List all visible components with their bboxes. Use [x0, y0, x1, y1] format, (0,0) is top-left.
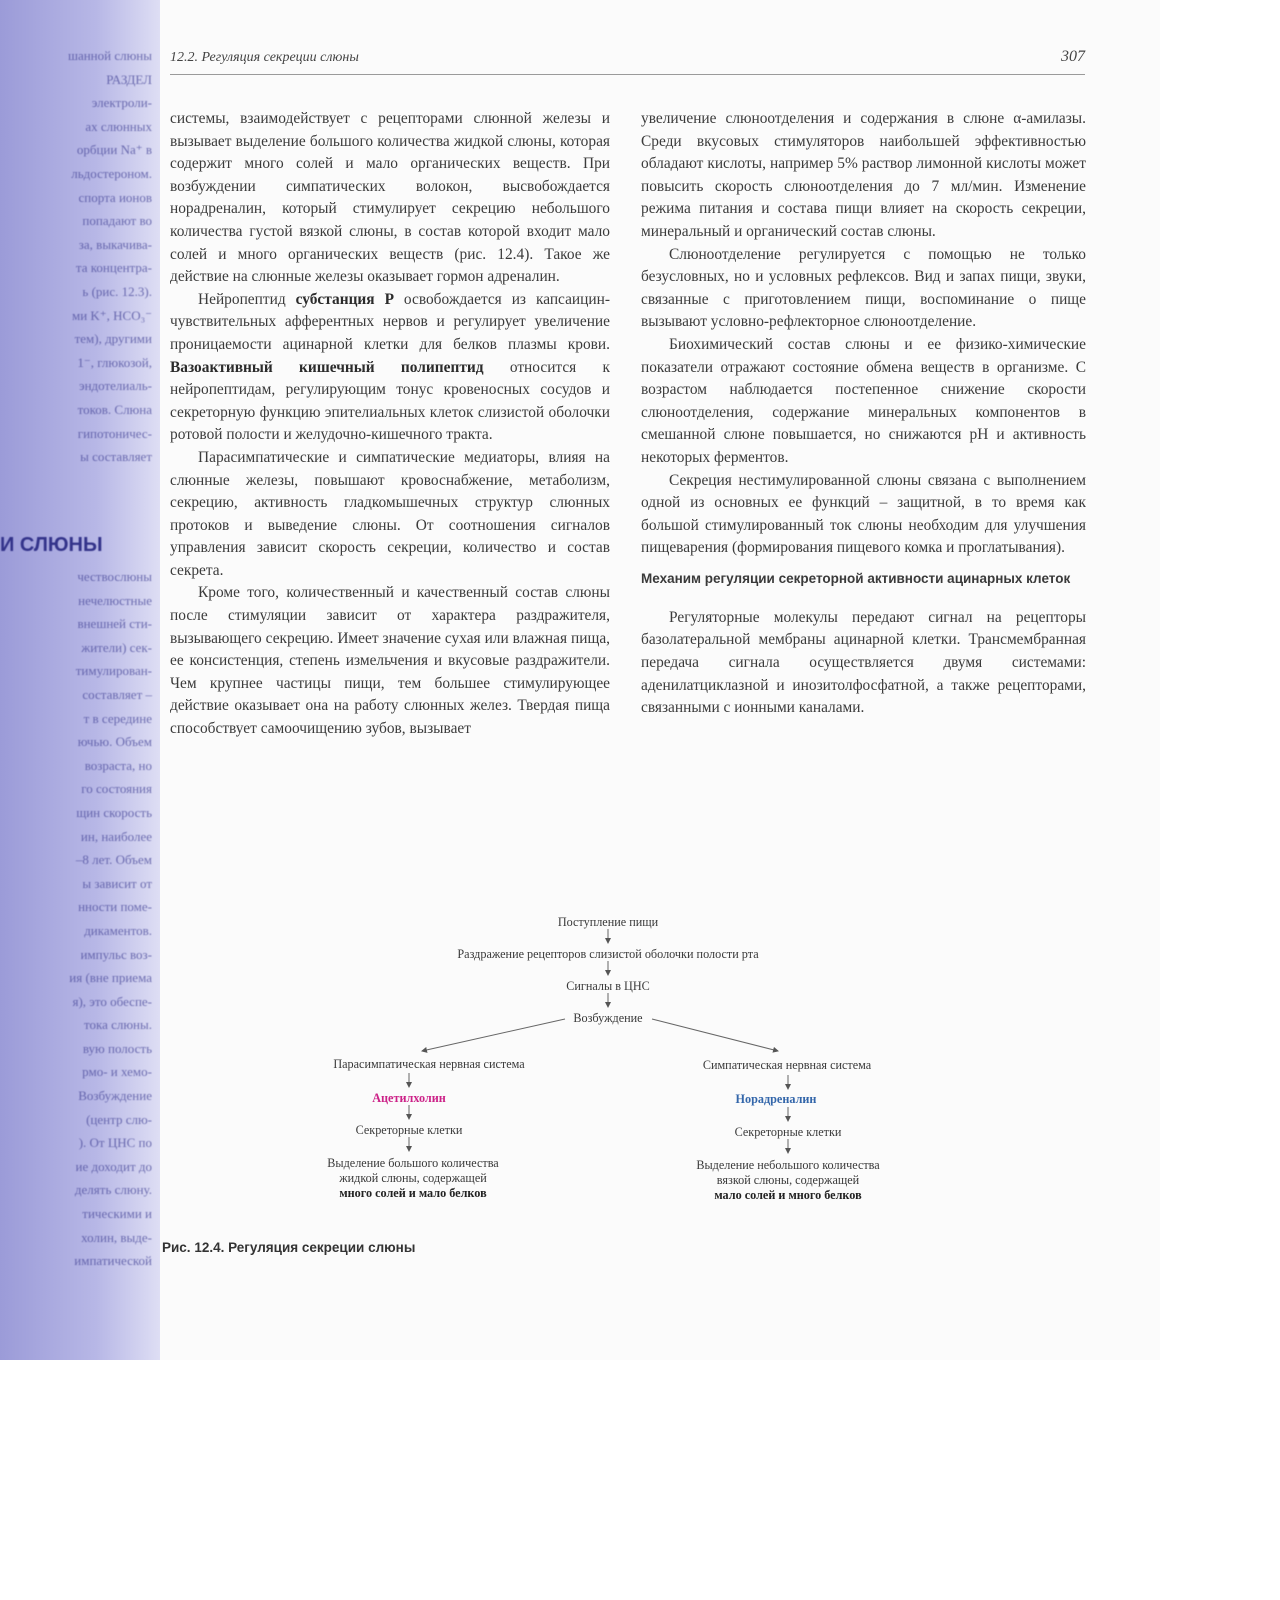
previous-page-line: гипотоничес- [77, 425, 152, 441]
previous-page-line: за, выкачива- [78, 236, 152, 252]
previous-page-line: ючью. Объем [77, 734, 152, 750]
previous-page-line: импатической [74, 1253, 152, 1269]
section-title: 12.2. Регуляция секреции слюны [170, 50, 359, 65]
previous-page-line: тока слюны. [83, 1017, 152, 1033]
previous-page-line: вую полость [82, 1040, 152, 1056]
running-header [170, 48, 1085, 75]
regulation-diagram [160, 915, 1080, 1255]
previous-page-line: спорта ионов [78, 189, 152, 205]
right-column [641, 108, 1086, 720]
previous-page-line: составляет – [82, 686, 152, 702]
previous-page-lines-lower [2, 565, 152, 1273]
previous-page-line: холин, выде- [81, 1229, 152, 1245]
previous-page-line: внешней сти- [77, 616, 152, 632]
previous-page-line: возраста, но [84, 757, 152, 773]
previous-page-line: токов. Слюна [77, 401, 152, 417]
diagram-arrows [160, 915, 1080, 1245]
diagram-node-food-intake: Поступление пищи [557, 915, 659, 929]
previous-page-line: ин, наиболее [80, 828, 152, 844]
previous-page-line: т в середине [83, 710, 152, 726]
left-column [170, 108, 610, 741]
previous-page-line: РАЗДЕЛ [106, 71, 152, 87]
diagram-node-excitation: Возбуждение [573, 1011, 643, 1025]
previous-page-line: ми K⁺, HCO₃⁻ [71, 307, 152, 323]
previous-page-line: та концентра- [75, 260, 152, 276]
diagram-node-secretory-cells-right: Секреторные клетки [734, 1125, 842, 1139]
previous-page-line: ы зависит от [82, 875, 152, 891]
previous-page-strip [0, 0, 160, 1360]
diagram-node-parasympathetic: Парасимпатическая нервная система [333, 1057, 525, 1071]
previous-page-line: попадают во [82, 213, 152, 229]
term-vip: Вазоактивный кишечный полипептид [170, 358, 484, 376]
paragraph: Парасимпатические и симпатические медиаторы, влияя на слюнные железы, повышают кровоснабжение, метаболизм, секрецию, активность гладкомышечных структур слюнных протоков и выведение слюны. От соотношения сигналов управления зависит скорость секреции, количество и состав секрета. [170, 448, 610, 579]
previous-page-line: льдостероном. [71, 165, 152, 181]
previous-page-line: щин скорость [76, 804, 152, 820]
paragraph: Секреция нестимулированной слюны связана с выполнением одной из основных ее функций – защитной, в то время как большой стимулированный ток слюны необходим для улучшения пищеварения (формирования пищевого комка и проглатывания). [641, 471, 1086, 557]
previous-page-line: тическими и [82, 1206, 152, 1222]
diagram-node-noradrenaline: Норадреналин [735, 1092, 817, 1106]
previous-page-line: тем), другими [74, 331, 152, 347]
page-number: 307 [1061, 48, 1085, 65]
previous-page-line: нности поме- [78, 899, 152, 915]
previous-page-line: (центр слю- [86, 1111, 152, 1127]
bottom-blank-area [0, 1360, 1160, 1600]
paragraph: системы, взаимодействует с рецепторами слюнной железы и вызывает выделение большого количества жидкой слюны, которая содержит много солей и мало органических веществ. При возбуждении симпатических волокон, высвобождается норадреналин, который стимулирует секрецию небольшого количества густой вязкой слюны, в состав которой входит мало солей и много органических веществ (рис. 12.4). Такое же действие на слюнные железы оказывает гормон адреналин. [170, 110, 610, 286]
previous-page-line: я), это обеспе- [72, 993, 152, 1009]
previous-page-line: ). От ЦНС по [78, 1135, 152, 1151]
previous-page-line: нечелюстные [78, 592, 152, 608]
diagram-node-output-left: Выделение большого количества жидкой слюны, содержащей много солей и мало белков [327, 1156, 499, 1200]
previous-page-line: дикаментов. [84, 922, 152, 938]
previous-page-line: Возбуждение [78, 1088, 152, 1104]
diagram-node-sympathetic: Симпатическая нервная система [702, 1058, 872, 1072]
previous-page-line: тимулирован- [75, 663, 152, 679]
diagram-node-acetylcholine: Ацетилхолин [372, 1091, 446, 1105]
paragraph: Нейропептид субстанция Р освобождается из капсаицин-чувствительных афферентных нервов и регулирует увеличение проницаемости ацинарной клетки для белков плазмы крови. Вазоактивный кишечный полипептид относится к нейропептидам, регулирующим тонус кровеносных сосудов и секреторную функцию эпителиальных клеток слизистой оболочки ротовой полости и желудочно-кишечного тракта. [170, 290, 610, 444]
diagram-node-secretory-cells-left: Секреторные клетки [355, 1123, 463, 1137]
paragraph: увеличение слюноотделения и содержания в слюне α-амилазы. Среди вкусовых стимуляторов наибольшей эффективностью обладают кислоты, например 5% раствор лимонной кислоты может повысить скорость слюноотделения до 7 мл/мин. Изменение режима питания и состава пищи влияет на скорость секреции, минеральный и органический состав слюны. [641, 110, 1086, 240]
previous-page-line: рмо- и хемо- [82, 1064, 152, 1080]
previous-page-line: ь (рис. 12.3). [82, 283, 152, 299]
term-substance-p: субстанция Р [295, 290, 394, 308]
previous-page-line: ия (вне приема [69, 970, 152, 986]
previous-page-lines [2, 44, 152, 469]
paragraph: Слюноотделение регулируется с помощью не только безусловных, но и условных рефлексов. Вид и запах пищи, звуки, связанные с приготовлением пищи, воспоминание о пище вызывают условно-рефлекторное слюноотделение. [641, 245, 1086, 331]
previous-page-line: ах слюнных [85, 118, 152, 134]
diagram-node-cns-signals: Сигналы в ЦНС [566, 979, 650, 993]
page-edge [1160, 0, 1280, 1600]
paragraph: Регуляторные молекулы передают сигнал на рецепторы базолатеральной мембраны ацинарной клетки. Трансмембранная передача сигнала осуществляется двумя системами: аденилатциклазной и инозитолфосфатной, а также рецепторами, связанными с ионными каналами. [641, 608, 1086, 717]
previous-page-line: импульс воз- [80, 946, 152, 962]
subheading: Механим регуляции секреторной активности ацинарных клеток [641, 570, 1071, 586]
previous-page-line: эндотелиаль- [78, 378, 152, 394]
diagram-node-receptor-irritation: Раздражение рецепторов слизистой оболочки полости рта [457, 947, 759, 961]
diagram-node-output-right: Выделение небольшого количества вязкой слюны, содержащей мало солей и много белков [696, 1158, 880, 1202]
paragraph: Биохимический состав слюны и ее физико-химические показатели отражают состояние обмена веществ в организме. С возрастом наблюдается постепенное снижение скорости слюноотделения, содержание минеральных компонентов в смешанной слюне повышается, но снижаются pH и активность некоторых ферментов. [641, 335, 1086, 466]
previous-page-line: шанной слюны [67, 48, 152, 63]
previous-page-line: чествослюны [77, 569, 152, 584]
previous-page-heading: И СЛЮНЫ [0, 534, 103, 556]
previous-page-line: –8 лет. Объем [75, 852, 152, 868]
paragraph: Кроме того, количественный и качественный состав слюны после стимуляции зависит от характера раздражителя, вызывающего секрецию. Имеет значение сухая или влажная пища, ее консистенция, степень измельчения и вкусовые раздражители. Чем крупнее частицы пищи, тем большее стимулирующее действие оказывает она на работу слюнных желез. Твердая пища способствует самоочищению зубов, вызывает [170, 584, 610, 738]
previous-page-line: 1⁻, глюкозой, [77, 354, 152, 370]
previous-page-line: жители) сек- [81, 639, 152, 655]
figure-caption: Рис. 12.4. Регуляция секреции слюны [162, 1240, 416, 1255]
previous-page-line: орбции Na⁺ в [76, 142, 152, 158]
previous-page-line: ы составляет [80, 449, 152, 465]
previous-page-line: ие доходит до [75, 1158, 152, 1174]
previous-page-line: делять слюну. [74, 1182, 152, 1198]
previous-page-line: го состояния [81, 781, 152, 797]
previous-page-line: электроли- [91, 95, 152, 111]
